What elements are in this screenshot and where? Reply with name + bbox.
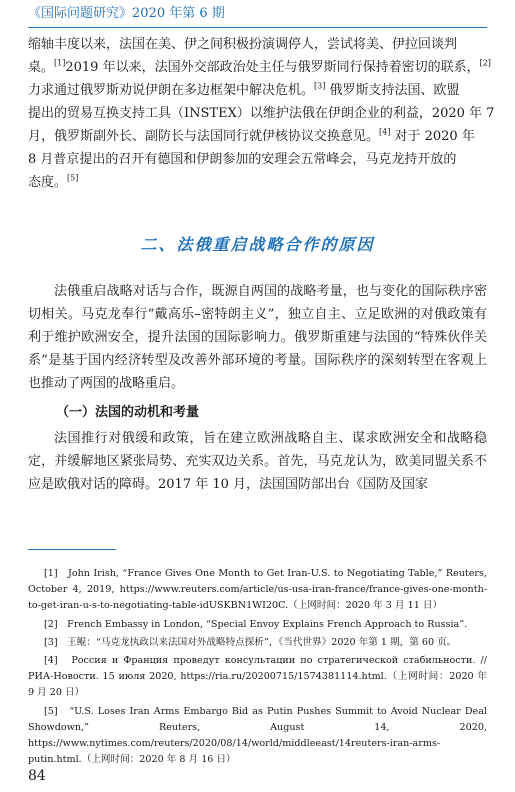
- footnote-ref-1[interactable]: [1]: [54, 58, 66, 68]
- footnote-4: [4] Россия и Франция проведут консультации по стратегической стабильности. // РИА-Новости. 15 июля 2020, https://ria.ru/20200715/1574381114.html.（上网时间：2020 年 9 月 20 日）: [28, 655, 487, 699]
- subheading: （一）法国的动机和考量: [56, 405, 200, 420]
- footnote-ref-3[interactable]: [3]: [314, 81, 326, 91]
- text-fragment: 月，俄罗斯副外长、副防长与法国同行就伊核协议交换意见。: [28, 129, 380, 144]
- footnote-3: [3] 王鲲：“马克龙执政以来法国对外战略特点探析”，《当代世界》2020 年第 1 期，第 60 页。: [44, 636, 457, 648]
- page-number: 84: [28, 768, 46, 784]
- text-fragment: 2019 年以来，法国外交部政治处主任与俄罗斯同行保持着密切的联系，: [65, 60, 480, 75]
- paragraph-1: [28, 33, 495, 194]
- paragraph-1-line-6: 8 月普京提出的召开有德国和伊朗参加的安理会五常峰会，马克龙持开放的: [28, 152, 457, 167]
- paragraph-1-line-2: [28, 56, 491, 79]
- paragraph-3: 法国推行对俄缓和政策，旨在建立欧洲战略自主、谋求欧洲安全和战略稳定，并缓解地区紧张局势、充实双边关系。首先，马克龙认为，欧美同盟关系不应是欧俄对话的障碍。2017 年 10 月，法国国防部出台《国防及国家: [28, 431, 487, 492]
- footnote-2: [2] French Embassy in London, “Special Envoy Explains French Approach to Russia”.: [44, 618, 468, 630]
- footnote-ref-4[interactable]: [4]: [379, 127, 391, 137]
- paragraph-1-line-5: [28, 125, 487, 148]
- paragraph-2: 法俄重启战略对话与合作，既源自两国的战略考量，也与变化的国际秩序密切相关。马克龙奉行“戴高乐–密特朗主义”，独立自主、立足欧洲的对俄政策有利于维护欧洲安全，提升法国的国际影响力。俄罗斯重建与法国的“特殊伙伴关系”是基于国内经济转型及改善外部环境的考量。国际秩序的深刻转型在客观上也推动了两国的战略重启。: [28, 284, 487, 391]
- text-fragment: 俄罗斯支持法国、欧盟: [325, 83, 460, 98]
- text-fragment: 力求通过俄罗斯劝说伊朗在多边框架中解决危机。: [28, 83, 315, 98]
- text-fragment: 态度。: [28, 175, 68, 190]
- text-fragment: 桌。: [28, 60, 55, 75]
- footnote-ref-5[interactable]: [5]: [67, 173, 79, 183]
- footnotes: [28, 566, 487, 770]
- footnote-5: [5] “U.S. Loses Iran Arms Embargo Bid as Putin Pushes Summit to Avoid Nuclear Deal Showdown,” Reuters, August 14, 2020, https://www.nytimes.com/reuters/2020/08/14/world/middleeast/14reuters-iran-arms-putin.html.（上网时间：2020 年 8 月 16 日）: [28, 705, 487, 766]
- paragraph-1-line-3: [28, 79, 487, 102]
- footnote-ref-2[interactable]: [2]: [479, 58, 491, 68]
- footnote-divider: [28, 549, 116, 550]
- paragraph-1-line-1: 缩轴丰度以来，法国在美、伊之间积极扮演调停人，尝试将美、伊拉回谈判: [28, 37, 458, 52]
- header-divider: [28, 27, 487, 28]
- paragraph-1-line-7: [28, 171, 487, 194]
- section-title: 二、法俄重启战略合作的原因: [140, 235, 375, 254]
- paragraph-1-line-4: 提出的贸易互换支持工具（INSTEX）以维护法俄在伊朗企业的利益，2020 年 7: [28, 106, 495, 121]
- text-fragment: 对于 2020 年: [390, 129, 475, 144]
- running-header: 《国际问题研究》2020 年第 6 期: [28, 6, 225, 21]
- footnote-1: [1] John Irish, “France Gives One Month to Get Iran-U.S. to Negotiating Table,” Reuters, October 4, 2019, https://www.reuters.com/article/us-usa-iran-france/france-gives-one-month-to-get-iran-u-s-to-negotiating-table-idUSKBN1WI20C.（上网时间：2020 年 3 月 11 日）: [28, 568, 487, 612]
